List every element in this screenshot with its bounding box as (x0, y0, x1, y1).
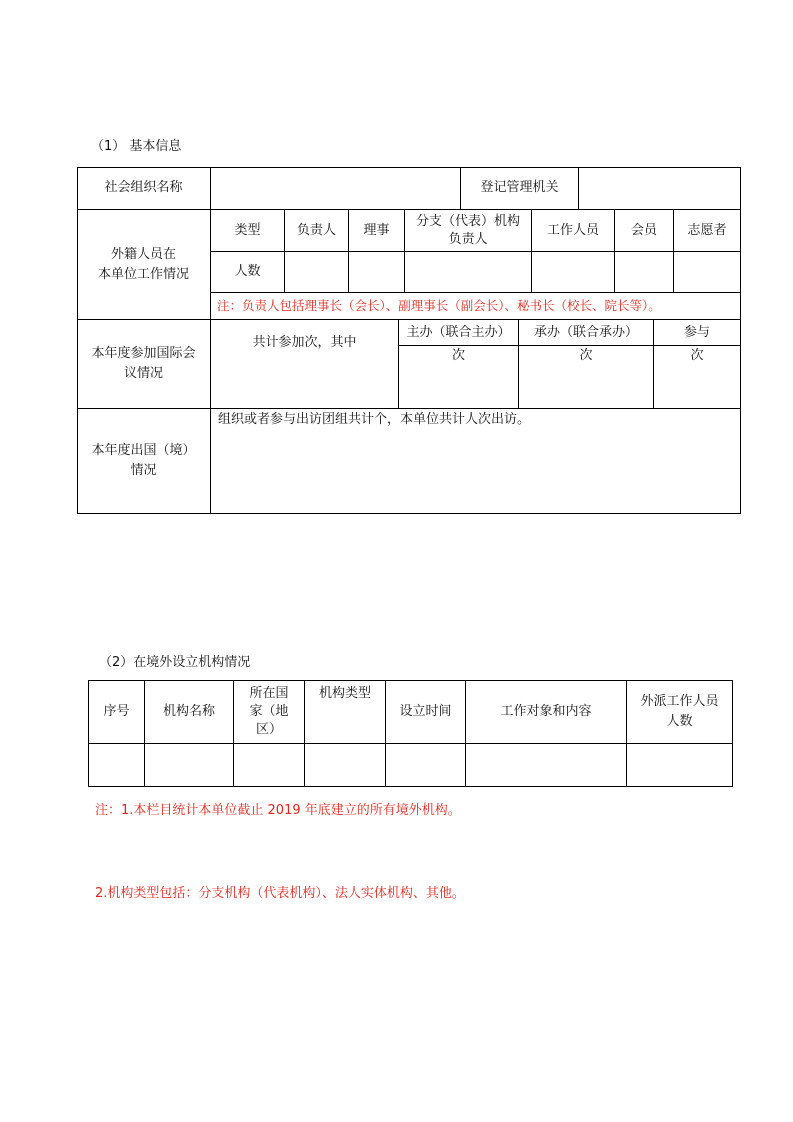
table-row-cell[interactable] (305, 744, 385, 786)
registration-authority-value[interactable] (579, 167, 740, 209)
header-type: 类型 (234, 222, 261, 238)
outbound-label: 本年度出国（境） 情况 (91, 443, 196, 478)
col-header-country: 所在国 家（地 区） (249, 686, 289, 737)
count-members[interactable] (615, 252, 673, 292)
count-label: 人数 (234, 264, 261, 279)
col-header-institution-name: 机构名称 (162, 704, 215, 719)
col-header-established-time: 设立时间 (399, 704, 452, 719)
count-principal[interactable] (285, 252, 348, 292)
conferences-total: 共计参加次，其中 (252, 335, 357, 350)
conf-organize-count[interactable]: 次 (579, 348, 593, 363)
table-row-cell[interactable] (466, 744, 626, 786)
col-header-expat-count: 外派工作人员 人数 (640, 694, 719, 729)
header-principal: 负责人 (296, 222, 336, 238)
conferences-label: 本年度参加国际会 议情况 (91, 346, 196, 381)
header-volunteers: 志愿者 (687, 222, 727, 238)
foreign-staff-note: 注：负责人包括理事长（会长）、副理事长（副会长）、秘书长（校长、院长等）。 (217, 298, 661, 313)
count-director[interactable] (349, 252, 404, 292)
section2-title: （2）在境外设立机构情况 (99, 655, 251, 670)
conf-header-host: 主办（联合主办） (406, 324, 511, 340)
table-row-cell[interactable] (627, 744, 732, 786)
section2-note-1: 注：1.本栏目统计本单位截止 2019 年底建立的所有境外机构。 (95, 803, 461, 818)
header-director: 理事 (363, 222, 390, 238)
conf-host-count[interactable]: 次 (451, 348, 465, 363)
col-header-work-content: 工作对象和内容 (500, 704, 592, 719)
col-header-index: 序号 (103, 704, 130, 719)
header-branch-principal: 分支（代表）机构 负责人 (415, 213, 520, 247)
conf-participate-count[interactable]: 次 (690, 348, 704, 363)
table-row-cell[interactable] (234, 744, 304, 786)
table-row-cell[interactable] (386, 744, 465, 786)
foreign-staff-label: 外籍人员在 本单位工作情况 (97, 246, 189, 282)
basic-info-table (77, 167, 741, 514)
table-row-cell[interactable] (89, 744, 144, 786)
header-staff: 工作人员 (546, 222, 599, 238)
org-name-value[interactable] (211, 167, 460, 209)
header-members: 会员 (630, 222, 657, 238)
count-staff[interactable] (532, 252, 614, 292)
overseas-institutions-table (88, 680, 733, 787)
conf-header-organize: 承办（联合承办） (533, 324, 638, 340)
count-volunteers[interactable] (674, 252, 740, 292)
conf-header-participate: 参与 (683, 324, 710, 340)
org-name-label: 社会组织名称 (104, 180, 183, 195)
col-header-institution-type: 机构类型 (318, 686, 371, 701)
table-row-cell[interactable] (145, 744, 233, 786)
count-branch-principal[interactable] (405, 252, 531, 292)
registration-authority-label: 登记管理机关 (480, 180, 559, 195)
outbound-text: 组织或者参与出访团组共计个，本单位共计人次出访。 (218, 412, 531, 427)
section1-title: （1） 基本信息 (91, 139, 182, 154)
section2-note-2: 2.机构类型包括：分支机构（代表机构）、法人实体机构、其他。 (95, 886, 465, 901)
